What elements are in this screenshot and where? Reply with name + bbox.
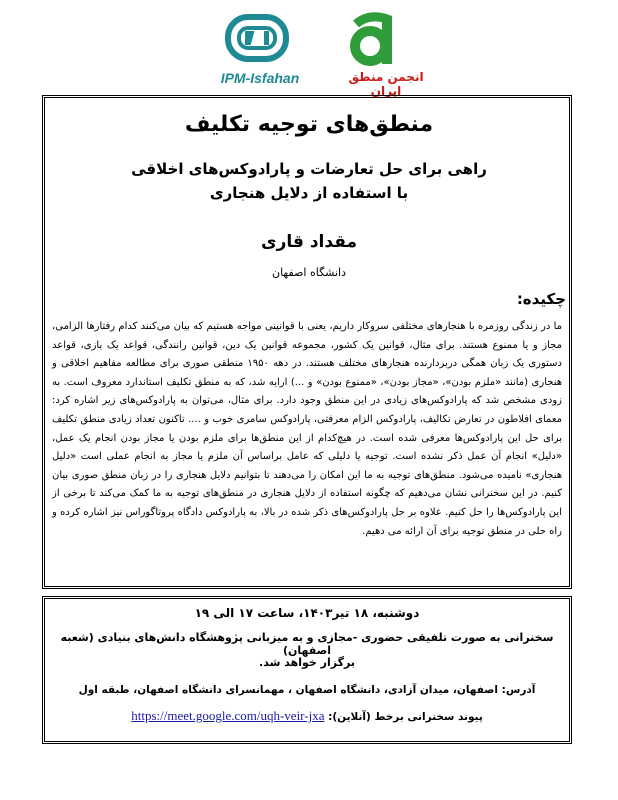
iran-logic-society-text: انجمن منطق ایران xyxy=(348,70,424,98)
letter-a-logo-icon xyxy=(346,10,402,70)
iran-logic-society-logo xyxy=(338,10,434,98)
abstract-heading: چکیده: xyxy=(516,290,566,308)
subtitle-line-2: با استفاده از دلایل هنجاری xyxy=(209,184,409,202)
abstract-text: ما در زندگی روزمره با هنجارهای مختلفی سروکار داریم، یعنی با قوانینی مواجه هستیم که بیان می‌کنند کدام رفتارها الزامی، مجاز و یا ممنوع هستند. برای مثال، قوانین یک کشور، مجموعه قوانین یک دین، قوانین رانندگی، قواعد یک بازی، قواعد دستوری یک زبان همگی دربردارنده هنجارهای مختلف هستند. در دهه ۱۹۵۰ منطقی صوری برای مطالعه مفاهیم اخلاقی و هنجاری (مانند «ملزم بودن»، «مجاز بودن»، «ممنوع بودن» و ...) ارایه شد، که به منطق تکلیف استاندارد معروف است. به زودی مشخص شد که پارادوکس‌های زیادی در این منطق وجود دارد. برای مثال، می‌توان به پارادوکس‌های زیر اشاره کرد: معمای افلاطون در تعارض تکالیف، پارادوکس الزام معرفتی، پارادوکس سامری خوب و .... تاکنون تعداد زیادی منطق تکلیف برای حل این پارادوکس‌ها معرفی شده است. در هیچ‌کدام از این منطق‌ها برای ملزم بودن یا مجاز بودن انجام یک عمل، «دلیل» انجام آن عمل ذکر نشده است. توجیه یا دلیلی که عامل براساس آن ملزم یا مجاز به انجام عملی است «دلیل هنجاری» نامیده می‌شود. منطق‌های توجیه به ما این امکان را می‌دهند تا بتوانیم دلایل هنجاری را در زبان منطق صوری بیان کنیم. در این سخنرانی نشان می‌دهیم که چگونه استفاده از دلایل هنجاری در منطق‌های توجیه به ما کمک می‌کند تا برخی از این پارادوکس‌ها را حل کنیم. علاوه بر حل پارادوکس‌های ذکر شده در بالا، به پارادوکس دادگاه پروتاگوراس نیز اشاره کرده و راه حلی در منطق توجیه برای آن ارائه می دهیم. xyxy=(52,321,563,537)
talk-title: منطق‌های توجیه تکلیف xyxy=(184,112,434,137)
talk-subtitle xyxy=(60,157,558,205)
ipm-logo-text: IPM-Isfahan xyxy=(220,70,300,86)
logo-bar xyxy=(0,10,618,98)
meet-link[interactable]: https://meet.google.com/uqh-veir-jxa xyxy=(131,708,325,723)
subtitle-line-1: راهی برای حل تعارضات و پارادوکس‌های اخلاقی xyxy=(131,160,487,178)
ipm-logo-icon xyxy=(225,14,289,62)
event-format-cont: برگزار خواهد شد. xyxy=(259,656,355,669)
online-link-label: پیوند سخنرانی برخط (آنلاین): xyxy=(328,711,483,723)
ipm-isfahan-logo xyxy=(205,14,315,90)
online-link-row xyxy=(48,708,566,724)
speaker-affiliation: دانشگاه اصفهان xyxy=(272,266,346,279)
event-address: آدرس: اصفهان، میدان آزادی، دانشگاه اصفهان ، مهمانسرای دانشگاه اصفهان، طبقه اول xyxy=(78,684,536,696)
event-format: سخنرانی به صورت تلفیقی حضوری -مجازی و به میزبانی پژوهشگاه دانش‌های بنیادی (شعبه اصفهان) xyxy=(60,631,554,657)
event-datetime: دوشنبه، ۱۸ تیر۱۴۰۳، ساعت ۱۷ الی ۱۹ xyxy=(194,606,420,620)
speaker-name: مقداد قاری xyxy=(261,232,357,252)
